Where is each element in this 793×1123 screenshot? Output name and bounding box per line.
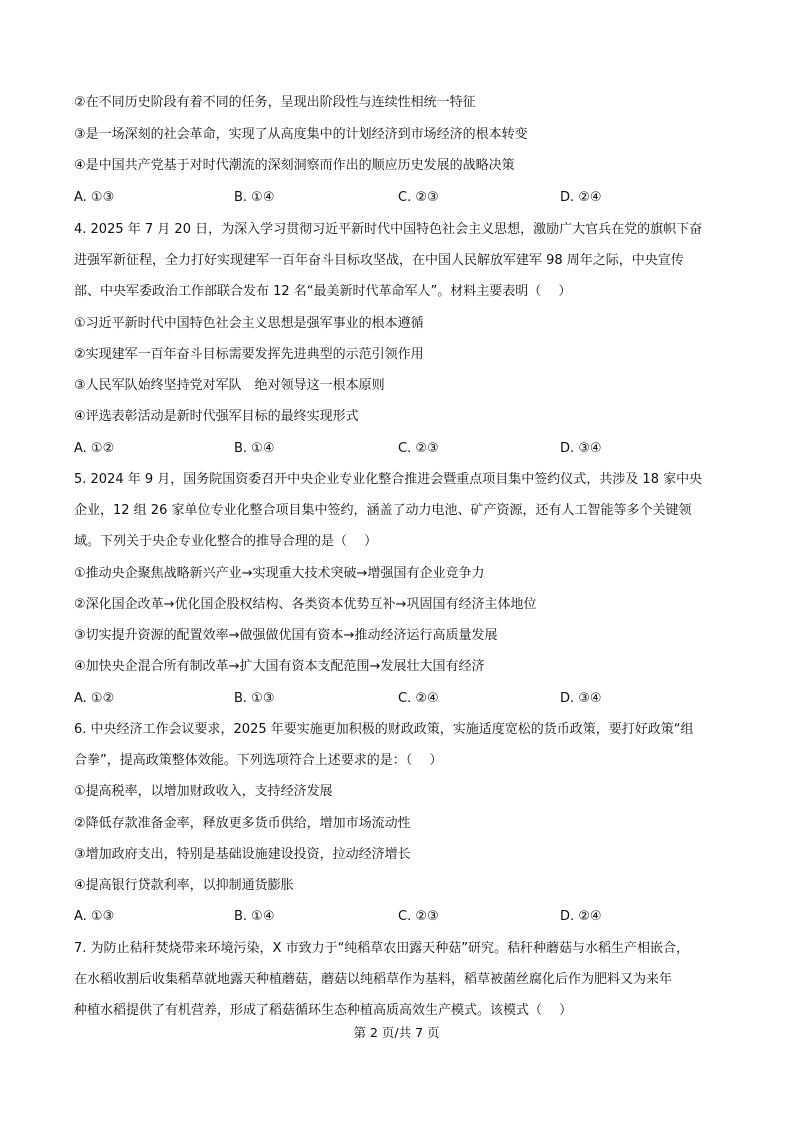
q4-stem-line-3: 部、中央军委政治工作部联合发布 12 名“最美新时代革命军人”。材料主要表明（ ） xyxy=(74,284,572,299)
q5-option-d: D. ③④ xyxy=(560,691,602,706)
q5-statement-4: ④加快央企混合所有制改革→扩大国有资本支配范围→发展壮大国有经济 xyxy=(74,659,485,674)
q5-statement-2: ②深化国企改革→优化国企股权结构、各类资本优势互补→巩固国有经济主体地位 xyxy=(74,597,537,612)
q6-option-a: A. ①③ xyxy=(74,909,115,924)
q5-option-b: B. ①③ xyxy=(234,691,275,706)
q4-statement-1: ①习近平新时代中国特色社会主义思想是强军事业的根本遵循 xyxy=(74,316,424,331)
q5-statement-3: ③切实提升资源的配置效率→做强做优国有资本→推动经济运行高质量发展 xyxy=(74,628,498,643)
q4-stem-line-1: 4. 2025 年 7 月 20 日，为深入学习贯彻习近平新时代中国特色社会主义思想，激励广大官兵在党的旗帜下奋 xyxy=(74,222,703,237)
q6-statement-2: ②降低存款准备金率，释放更多货币供给，增加市场流动性 xyxy=(74,816,411,831)
q6-stem-line-2: 合拳”，提高政策整体效能。下列选项符合上述要求的是：（ ） xyxy=(74,753,443,768)
q6-option-c: C. ②③ xyxy=(398,909,439,924)
q4-statement-2: ②实现建军一百年奋斗目标需要发挥先进典型的示范引领作用 xyxy=(74,347,424,362)
q6-option-d: D. ②④ xyxy=(560,909,602,924)
page-number: 第 2 页/共 7 页 xyxy=(353,1025,440,1040)
q6-option-b: B. ①④ xyxy=(234,909,275,924)
q3-statement-3: ③是一场深刻的社会革命，实现了从高度集中的计划经济到市场经济的根本转变 xyxy=(74,127,528,142)
q3-option-b: B. ①④ xyxy=(234,190,275,205)
q3-statement-4: ④是中国共产党基于对时代潮流的深刻洞察而作出的顺应历史发展的战略决策 xyxy=(74,158,515,173)
q4-option-c: C. ②③ xyxy=(398,441,439,456)
q5-stem-line-1: 5. 2024 年 9 月，国务院国资委召开中央企业专业化整合推进会暨重点项目集中签约仪式，共涉及 18 家中央 xyxy=(74,472,703,487)
q3-option-a: A. ①③ xyxy=(74,190,115,205)
q5-option-a: A. ①② xyxy=(74,691,115,706)
q5-stem-line-3: 域。下列关于央企专业化整合的推导合理的是（ ） xyxy=(74,534,378,549)
q4-statement-3: ③人民军队始终坚持党对军队 绝对领导这一根本原则 xyxy=(74,378,385,393)
q4-statement-4: ④评选表彰活动是新时代强军目标的最终实现形式 xyxy=(74,409,359,424)
q4-stem-line-2: 进强军新征程，全力打好实现建军一百年奋斗目标攻坚战，在中国人民解放军建军 98 周年之际，中央宣传 xyxy=(74,253,684,268)
q5-statement-1: ①推动央企聚焦战略新兴产业→实现重大技术突破→增强国有企业竞争力 xyxy=(74,566,485,581)
q4-options xyxy=(74,440,734,458)
q4-option-a: A. ①② xyxy=(74,441,115,456)
q6-statement-3: ③增加政府支出，特别是基础设施建设投资，拉动经济增长 xyxy=(74,847,411,862)
q3-statement-2: ②在不同历史阶段有着不同的任务，呈现出阶段性与连续性相统一特征 xyxy=(74,95,476,110)
q6-stem-line-1: 6. 中央经济工作会议要求，2025 年要实施更加积极的财政政策，实施适度宽松的货币政策，要打好政策“组 xyxy=(74,722,694,737)
q5-options xyxy=(74,690,734,708)
q5-option-c: C. ②④ xyxy=(398,691,439,706)
q3-options xyxy=(74,189,734,207)
q6-options xyxy=(74,908,734,926)
q4-option-d: D. ③④ xyxy=(560,441,602,456)
q5-stem-line-2: 企业，12 组 26 家单位专业化整合项目集中签约，涵盖了动力电池、矿产资源，还有人工智能等多个关键领 xyxy=(74,503,692,518)
q6-statement-1: ①提高税率，以增加财政收入，支持经济发展 xyxy=(74,784,333,799)
q7-stem-line-3: 种植水稻提供了有机营养，形成了稻菇循环生态种植高质高效生产模式。该模式（ ） xyxy=(74,1003,573,1018)
q3-option-c: C. ②③ xyxy=(398,190,439,205)
q3-option-d: D. ②④ xyxy=(560,190,602,205)
q7-stem-line-2: 在水稻收割后收集稻草就地露天种植蘑菇，蘑菇以纯稻草作为基料，稻草被菌丝腐化后作为肥料又为来年 xyxy=(74,972,673,987)
q6-statement-4: ④提高银行贷款利率，以抑制通货膨胀 xyxy=(74,878,294,893)
q7-stem-line-1: 7. 为防止秸秆焚烧带来环境污染，X 市致力于“纯稻草农田露天种菇”研究。秸秆种蘑菇与水稻生产相嵌合， xyxy=(74,941,690,956)
q4-option-b: B. ①④ xyxy=(234,441,275,456)
